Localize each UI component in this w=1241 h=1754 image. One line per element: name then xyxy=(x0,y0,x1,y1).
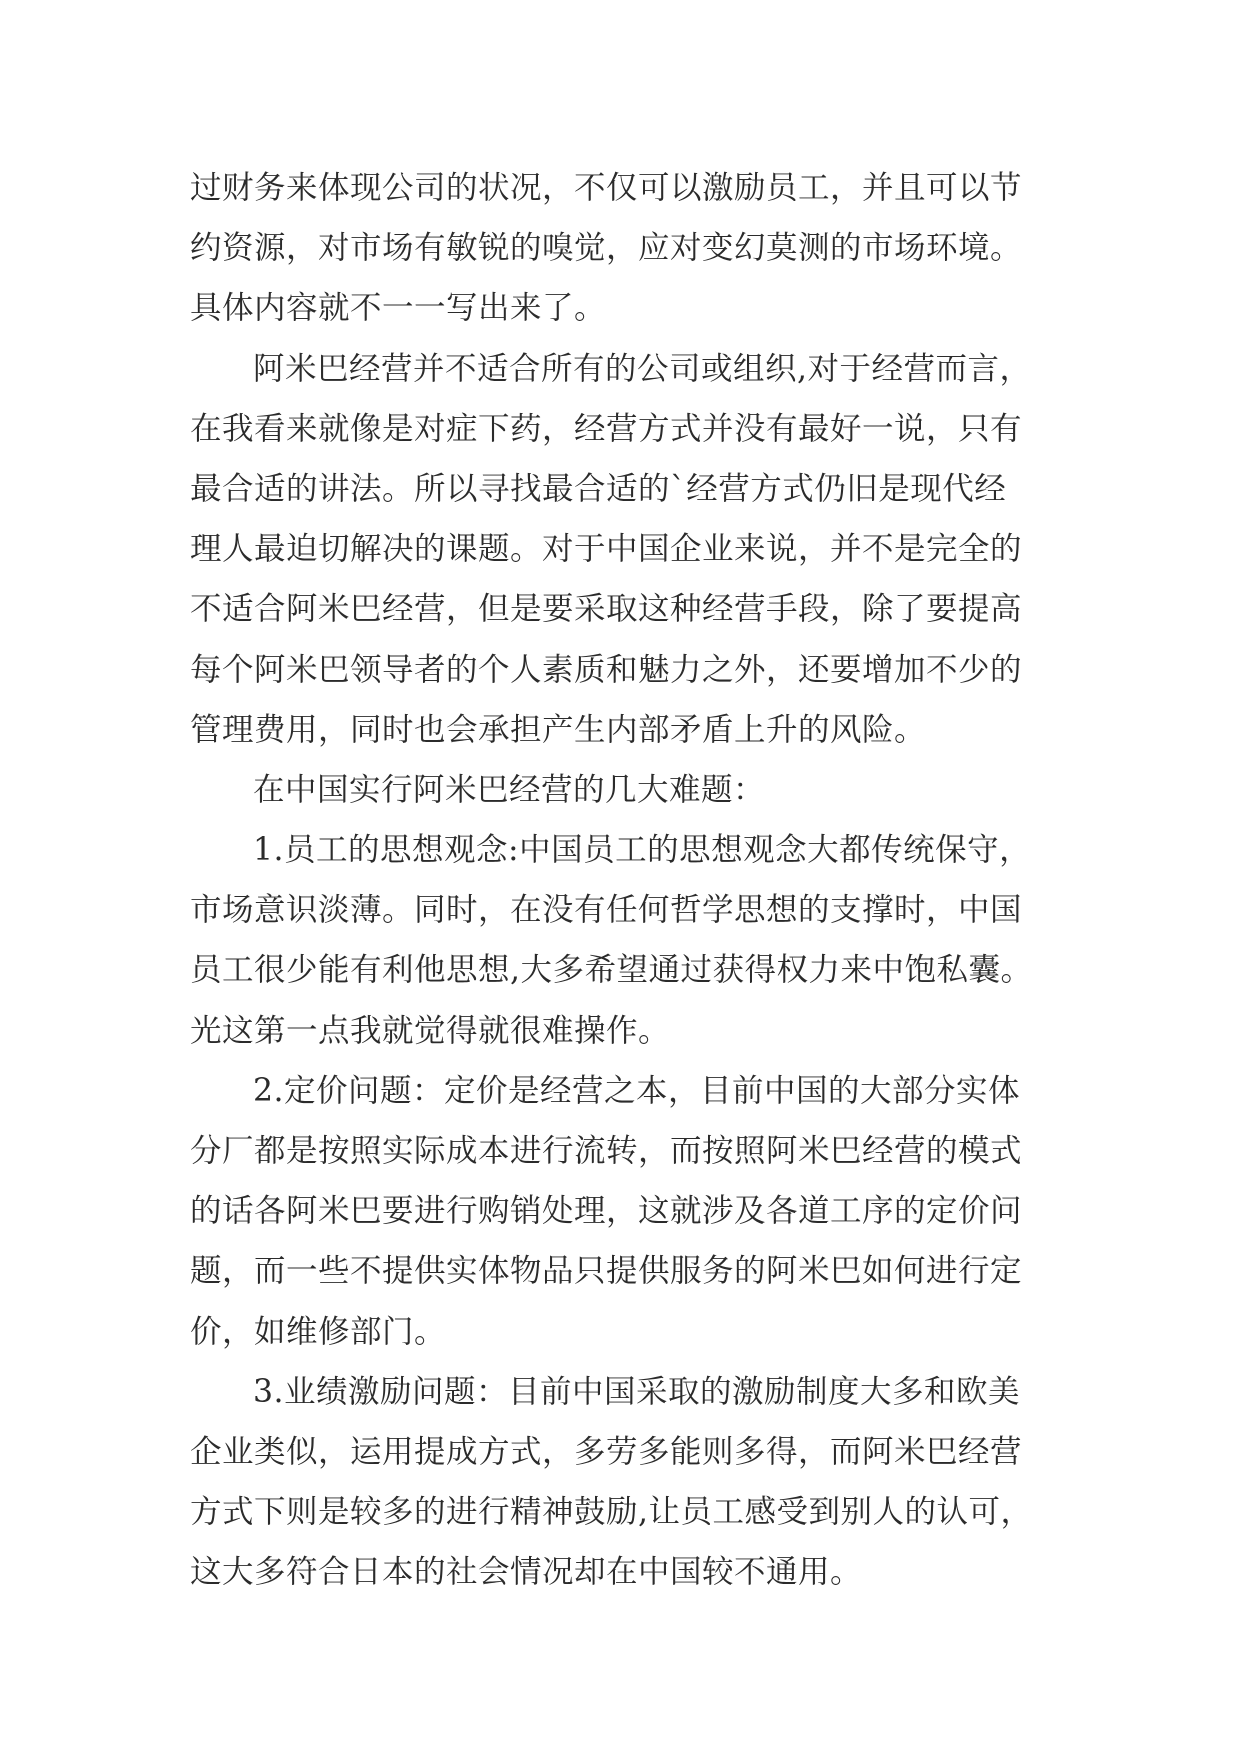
text-line: 阿米巴经营并不适合所有的公司或组织,对于经营而言， xyxy=(253,350,1032,387)
text-line: 分厂都是按照实际成本进行流转，而按照阿米巴经营的模式 xyxy=(190,1133,1023,1169)
text-line: 每个阿米巴领导者的个人素质和魅力之外，还要增加不少的 xyxy=(190,651,1023,688)
text-line: 在我看来就像是对症下药，经营方式并没有最好一说，只有 xyxy=(190,410,1023,447)
text-line: 不适合阿米巴经营，但是要采取这种经营手段，除了要提高 xyxy=(190,591,1023,628)
text-line: 1.员工的思想观念:中国员工的思想观念大都传统保守， xyxy=(253,832,1032,869)
text-line: 过财务来体现公司的状况，不仅可以激励员工，并且可以节 xyxy=(190,170,1023,206)
text-line: 管理费用，同时也会承担产生内部矛盾上升的风险。 xyxy=(190,711,927,748)
text-line: 方式下则是较多的进行精神鼓励,让员工感受到别人的认可， xyxy=(190,1494,1033,1531)
text-line: 价，如维修部门。 xyxy=(190,1313,447,1350)
text-line: 在中国实行阿米巴经营的几大难题： xyxy=(253,771,766,808)
text-line: 这大多符合日本的社会情况却在中国较不通用。 xyxy=(190,1554,863,1591)
text-line: 题，而一些不提供实体物品只提供服务的阿米巴如何进行定 xyxy=(190,1253,1023,1290)
text-line: 最合适的讲法。所以寻找最合适的`经营方式仍旧是现代经 xyxy=(190,470,1007,507)
text-line: 理人最迫切解决的课题。对于中国企业来说，并不是完全的 xyxy=(190,531,1023,568)
text-line: 约资源，对市场有敏锐的嗅觉，应对变幻莫测的市场环境。 xyxy=(190,230,1023,267)
text-line: 市场意识淡薄。同时，在没有任何哲学思想的支撑时，中国 xyxy=(190,892,1023,929)
document-body xyxy=(190,158,1052,1603)
text-line: 员工很少能有利他思想,大多希望通过获得权力来中饱私囊。 xyxy=(190,952,1033,989)
text-line: 具体内容就不一一写出来了。 xyxy=(190,290,607,327)
text-line: 光这第一点我就觉得就很难操作。 xyxy=(190,1012,671,1049)
text-line: 2.定价问题：定价是经营之本，目前中国的大部分实体 xyxy=(253,1072,1021,1109)
text-line: 的话各阿米巴要进行购销处理，这就涉及各道工序的定价问 xyxy=(190,1193,1023,1230)
text-line: 3.业绩激励问题：目前中国采取的激励制度大多和欧美 xyxy=(253,1373,1021,1410)
text-line: 企业类似，运用提成方式，多劳多能则多得，而阿米巴经营 xyxy=(190,1433,1023,1470)
